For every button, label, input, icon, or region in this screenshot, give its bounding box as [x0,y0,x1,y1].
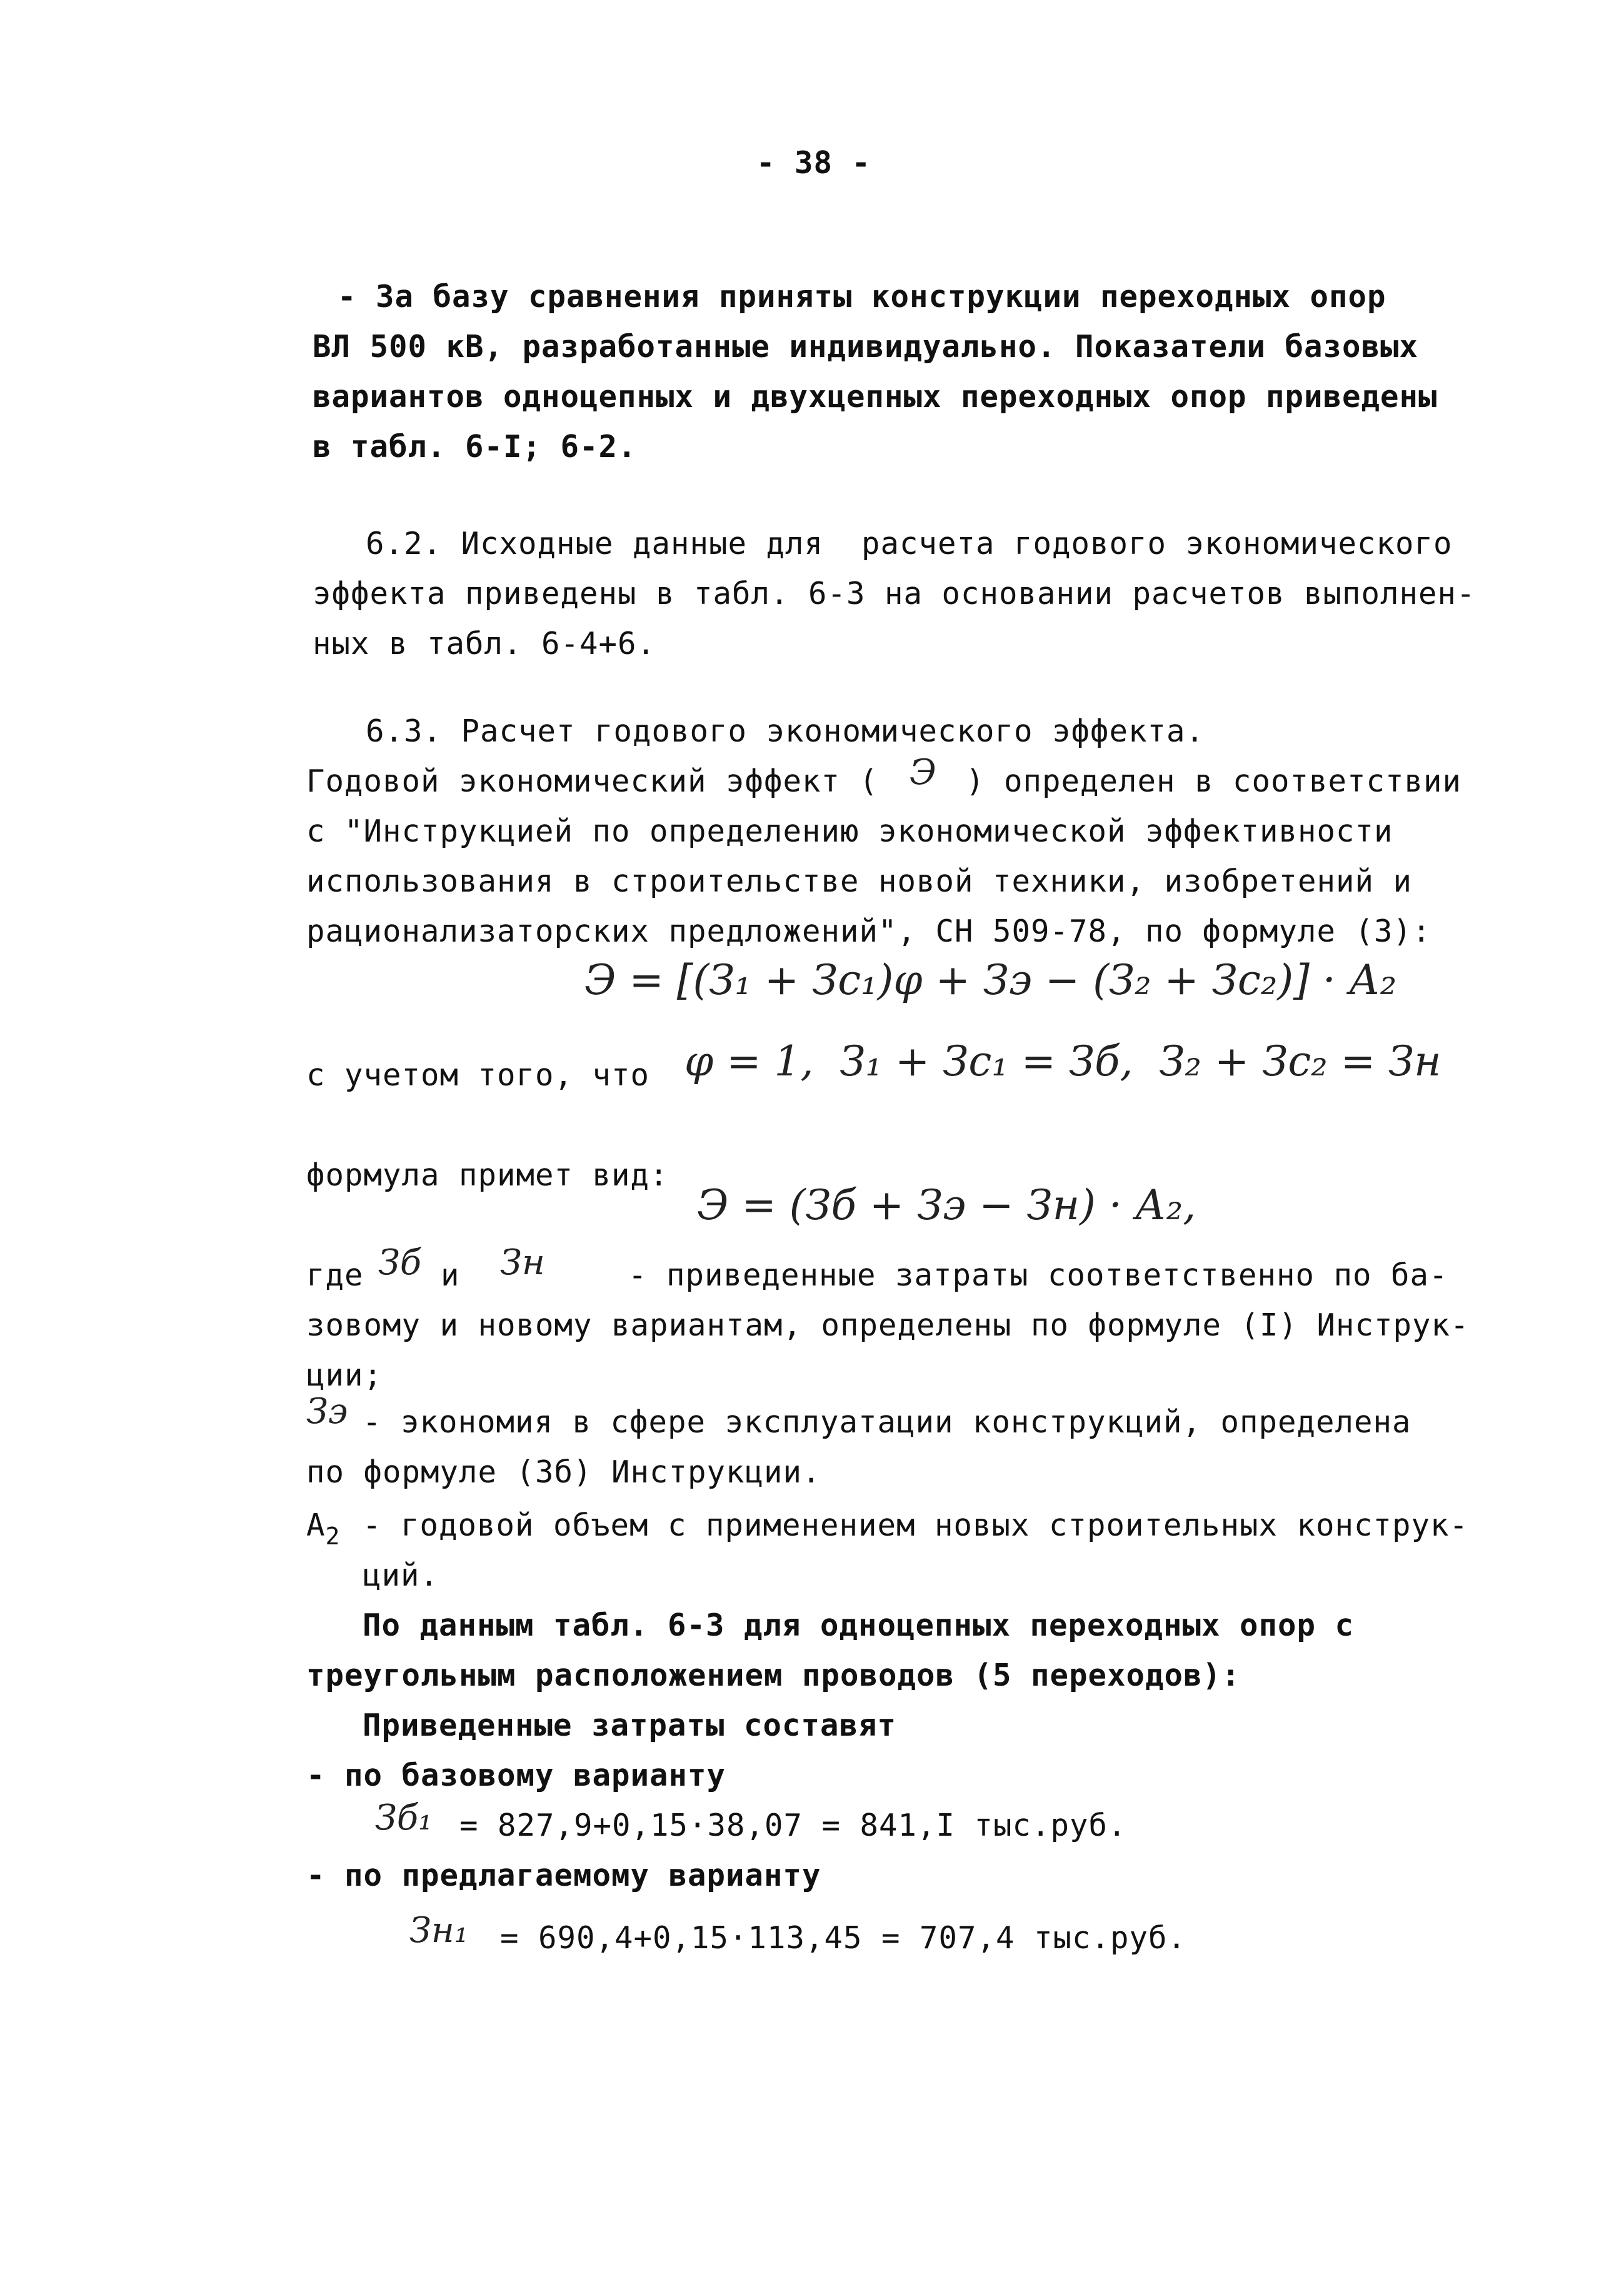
def1-line2: зовому и новому вариантам, определены по формуле (I) Инструк- [306,1307,1470,1343]
para3-line2-start: Годовой экономический эффект ( [306,763,879,799]
def2-line1: - экономия в сфере эксплуатации конструкций, определена [363,1404,1411,1440]
para1-line2: ВЛ 500 кВ, разработанные индивидуально. Показатели базовых [313,329,1419,365]
symbol-base-cost: Зб [378,1242,422,1283]
para3-line1: 6.3. Расчет годового экономического эффекта. [366,713,1205,749]
formula-main: Э = [(З₁ + Зс₁)φ + Зэ − (З₂ + Зс₂)] · А₂ [584,956,1397,1004]
para2-line2: эффекта приведены в табл. 6-3 на основании расчетов выполнен- [313,576,1476,611]
calc-line5: - по предлагаемому варианту [306,1858,821,1893]
para1-line4: в табл. 6-I; 6-2. [313,429,637,465]
para3-line4: использования в строительстве новой техники, изобретений и [306,863,1413,899]
symbol-annual-volume-base: А [306,1507,326,1543]
symbol-base-cost-1: Зб₁ [375,1798,433,1838]
para2-line3: ных в табл. 6-4+6. [313,626,656,662]
calc-line2: треугольным расположением проводов (5 переходов): [306,1658,1241,1693]
symbol-operation-savings: Зэ [306,1391,348,1432]
final-label: формула примет вид: [306,1157,669,1193]
symbol-new-cost-1: Зн₁ [409,1910,469,1951]
para3-line5: рационализаторских предложений", СН 509-78, по формуле (3): [306,913,1431,949]
symbol-annual-volume-subscript: 2 [325,1522,341,1550]
calc-line3: Приведенные затраты составят [363,1708,897,1743]
para1-line1: - За базу сравнения приняты конструкции переходных опор [338,279,1386,314]
def3-line1: - годовой объем с применением новых строительных конструк- [363,1507,1469,1543]
symbol-annual-volume [306,1507,341,1550]
para3-line2-end: ) определен в соответствии [966,763,1462,799]
page-number: - 38 - [756,145,871,181]
para2-line1: 6.2. Исходные данные для расчета годового экономического [366,526,1453,561]
formula-condition: φ = 1, З₁ + Зс₁ = Зб, З₂ + Зс₂ = Зн [684,1037,1441,1085]
calc-new-equation: = 690,4+0,15·113,45 = 707,4 тыс.руб. [500,1920,1187,1956]
para1-line3: вариантов одноцепных и двухцепных переходных опор приведены [313,379,1438,415]
formula-final: Э = (Зб + Зэ − Зн) · А₂, [697,1181,1196,1229]
symbol-effect: Э [910,752,936,793]
symbol-new-cost: Зн [500,1242,545,1283]
calc-base-equation: = 827,9+0,15·38,07 = 841,I тыс.руб. [459,1808,1127,1843]
where-label: где [306,1257,364,1293]
para3-line3: с "Инструкцией по определению экономической эффективности [306,813,1393,849]
calc-line1: По данным табл. 6-3 для одноцепных переходных опор с [363,1607,1355,1643]
def3-line2: ций. [363,1557,439,1593]
def2-line2: по формуле (3б) Инструкции. [306,1454,821,1490]
condition-label: с учетом того, что [306,1057,650,1093]
calc-line4: - по базовому варианту [306,1758,726,1793]
def1-line3: ции; [306,1357,383,1393]
and-label: и [441,1257,460,1293]
def1-line1: - приведенные затраты соответственно по ба- [628,1257,1448,1293]
